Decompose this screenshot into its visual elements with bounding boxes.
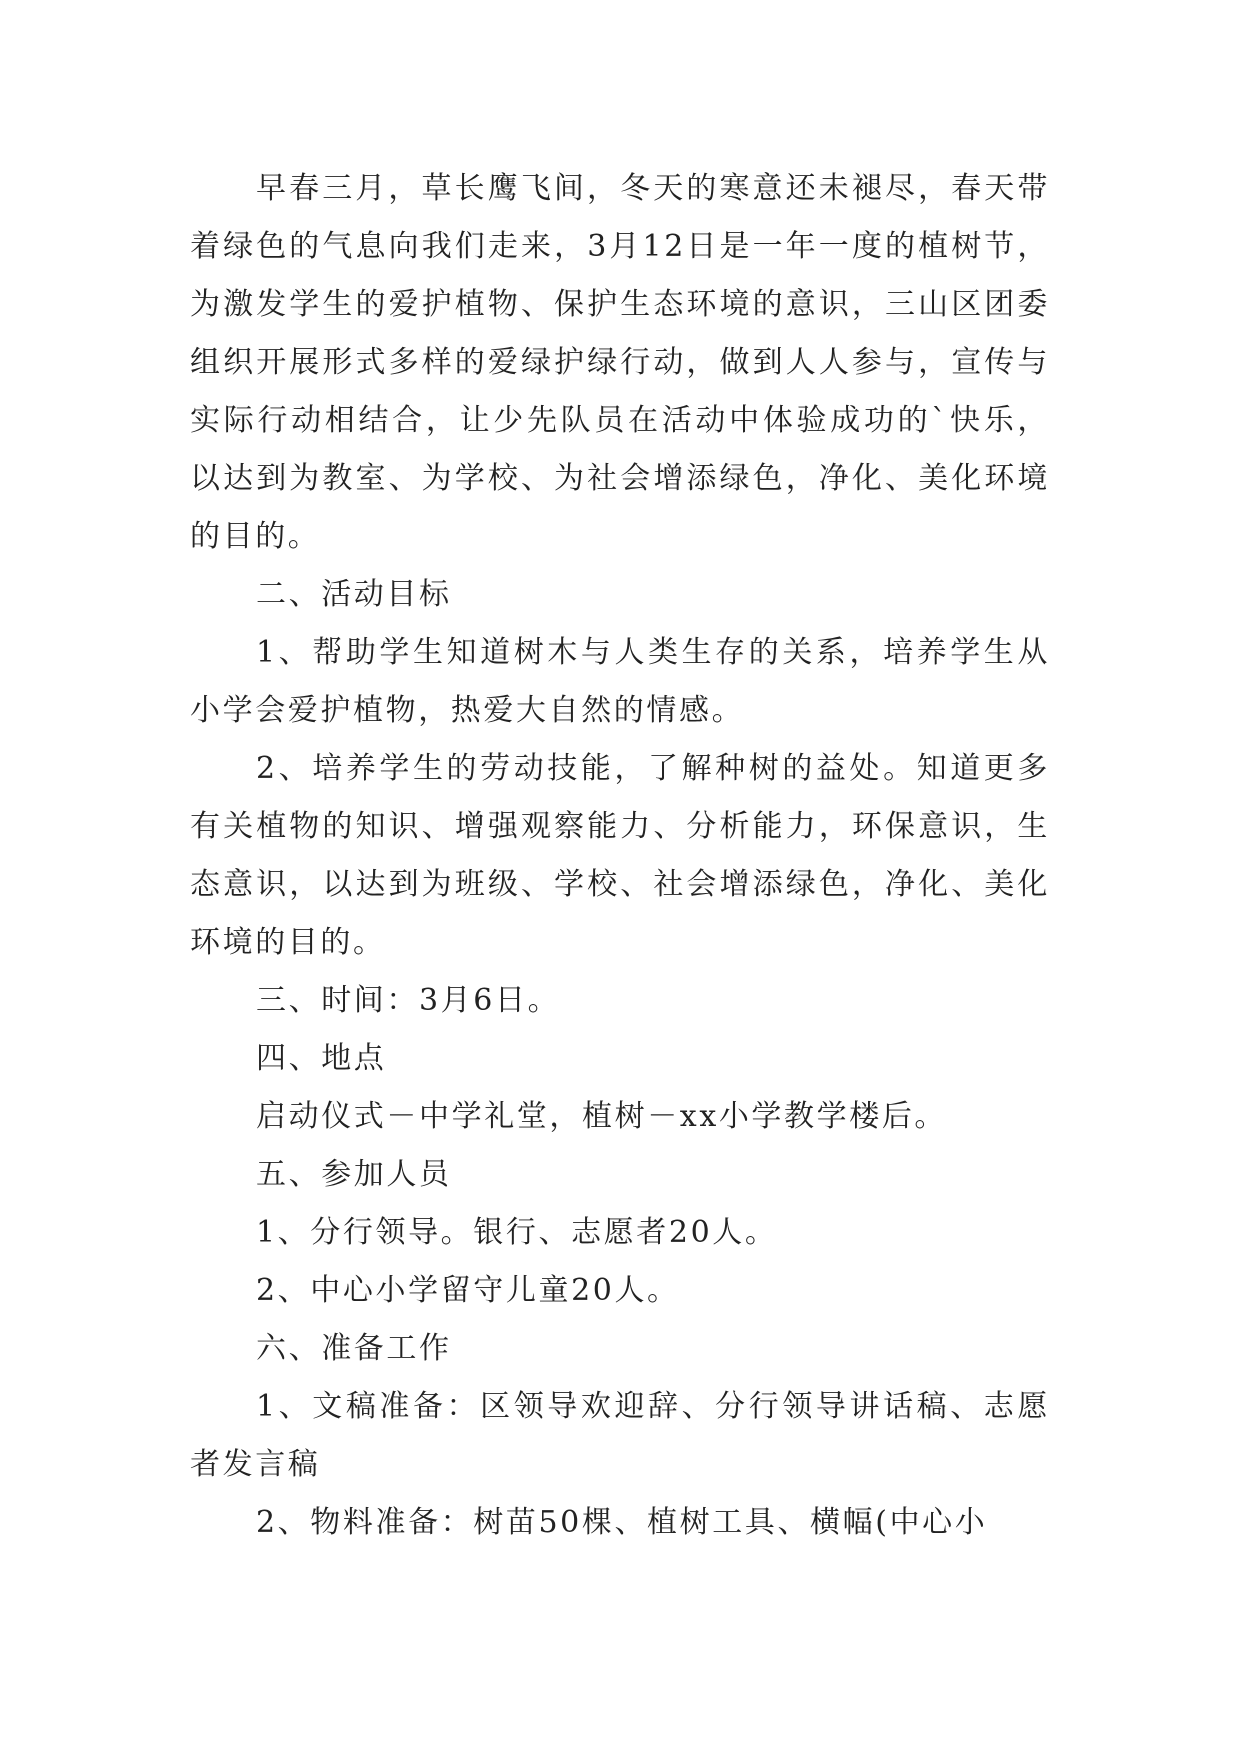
prep-item-1: 1、文稿准备：区领导欢迎辞、分行领导讲话稿、志愿者发言稿 bbox=[190, 1389, 1050, 1482]
document-page bbox=[190, 160, 1050, 1552]
section-time: 三、时间：3月6日。 bbox=[256, 983, 561, 1018]
section-heading-preparation: 六、准备工作 bbox=[256, 1331, 452, 1366]
goal-item-2: 2、培养学生的劳动技能，了解种树的益处。知道更多有关植物的知识、增强观察能力、分析能力，环保意识，生态意识，以达到为班级、学校、社会增添绿色，净化、美化环境的目的。 bbox=[190, 751, 1050, 960]
intro-paragraph: 早春三月，草长鹰飞间，冬天的寒意还未褪尽，春天带着绿色的气息向我们走来，3月12日是一年一度的植树节，为激发学生的爱护植物、保护生态环境的意识，三山区团委组织开展形式多样的爱绿护绿行动，做到人人参与，宣传与实际行动相结合，让少先队员在活动中体验成功的`快乐，以达到为教室、为学校、为社会增添绿色，净化、美化环境的目的。 bbox=[190, 171, 1050, 554]
location-text: 启动仪式－中学礼堂，植树－xx小学教学楼后。 bbox=[256, 1099, 948, 1134]
participant-item-2: 2、中心小学留守儿童20人。 bbox=[256, 1273, 680, 1308]
goal-item-1: 1、帮助学生知道树木与人类生存的关系，培养学生从小学会爱护植物，热爱大自然的情感。 bbox=[190, 635, 1050, 728]
participant-item-1: 1、分行领导。银行、志愿者20人。 bbox=[256, 1215, 778, 1250]
section-heading-participants: 五、参加人员 bbox=[256, 1157, 452, 1192]
section-heading-location: 四、地点 bbox=[256, 1041, 387, 1076]
section-heading-goals: 二、活动目标 bbox=[256, 577, 452, 612]
prep-item-2: 2、物料准备：树苗50棵、植树工具、横幅(中心小 bbox=[256, 1505, 988, 1540]
